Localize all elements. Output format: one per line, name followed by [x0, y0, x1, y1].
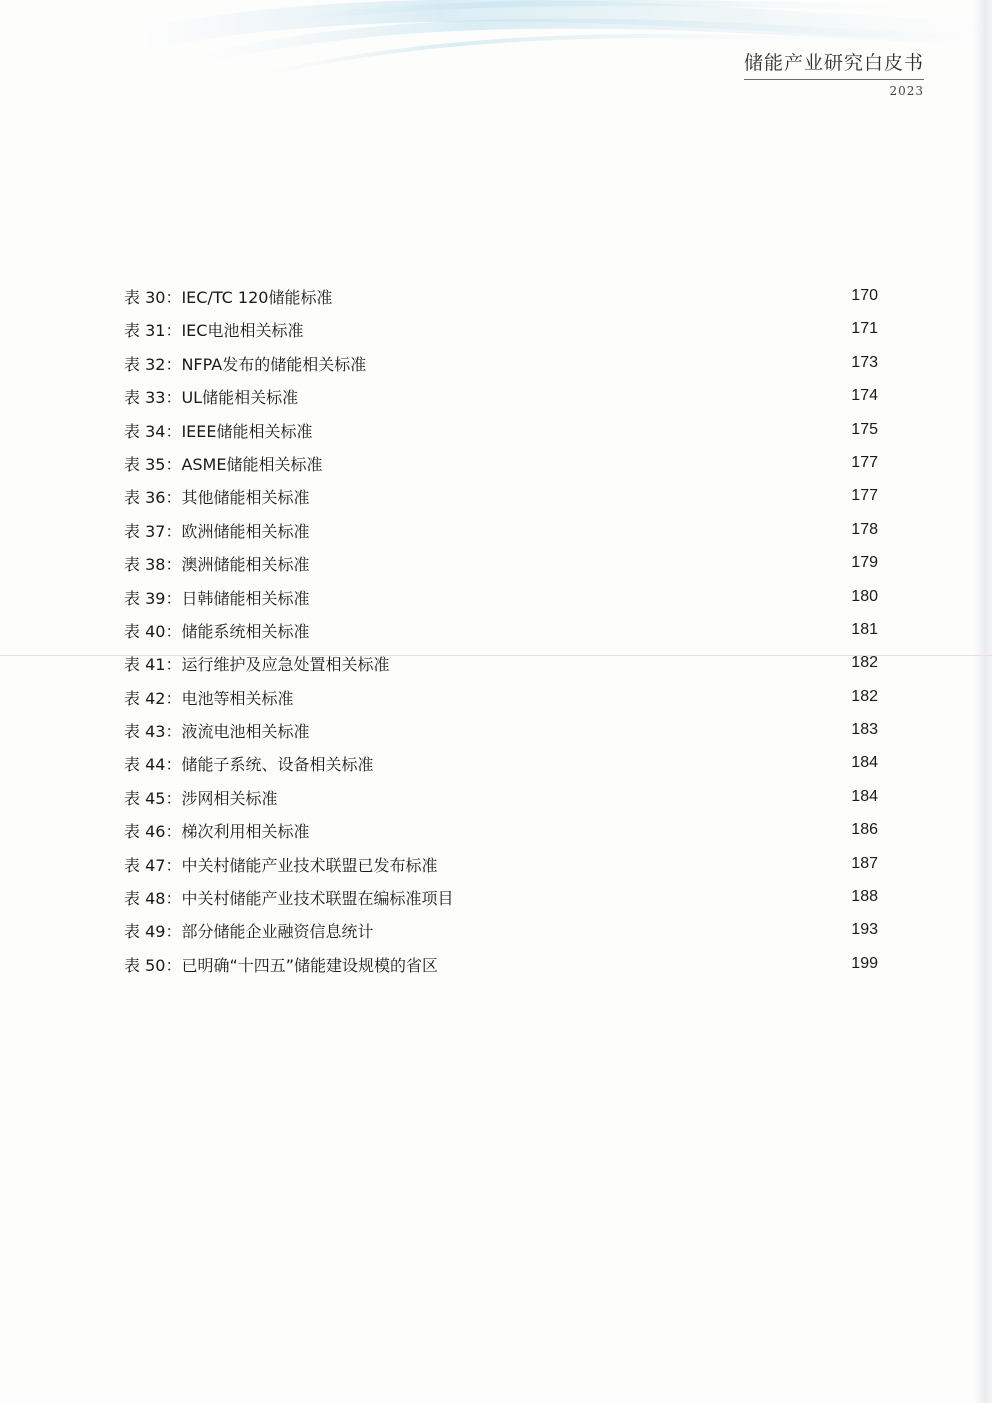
toc-entry-page-number: 177 — [851, 453, 878, 471]
toc-entry[interactable] — [124, 319, 878, 352]
header-year: 2023 — [889, 84, 924, 98]
toc-entry-page-number: 178 — [851, 520, 878, 538]
toc-entry-page-number: 173 — [851, 353, 878, 371]
toc-entry[interactable] — [124, 353, 878, 386]
toc-entry-page-number: 180 — [851, 587, 878, 605]
toc-entry-label: 表 43：液流电池相关标准 — [124, 722, 310, 742]
toc-entry-page-number: 170 — [851, 287, 878, 304]
toc-entry-label: 表 36：其他储能相关标准 — [124, 488, 310, 508]
toc-entry-label: 表 39：日韩储能相关标准 — [124, 588, 310, 608]
toc-entry[interactable] — [124, 286, 878, 319]
toc-entry[interactable] — [124, 920, 878, 953]
toc-entry[interactable] — [124, 687, 878, 720]
toc-entry[interactable] — [124, 720, 878, 753]
toc-entry-page-number: 179 — [851, 554, 878, 572]
toc-entry-page-number: 182 — [851, 687, 878, 705]
toc-entry-label: 表 37：欧洲储能相关标准 — [124, 521, 310, 541]
toc-entry-label: 表 31：IEC电池相关标准 — [124, 321, 304, 341]
toc-entry-page-number: 184 — [851, 754, 878, 772]
running-header — [744, 48, 924, 98]
toc-entry[interactable] — [124, 486, 878, 519]
toc-entry-page-number: 174 — [851, 387, 878, 405]
table-of-tables — [124, 286, 878, 987]
toc-entry[interactable] — [124, 854, 878, 887]
toc-entry[interactable] — [124, 787, 878, 820]
toc-entry[interactable] — [124, 420, 878, 453]
toc-entry-label: 表 45：涉网相关标准 — [124, 788, 278, 808]
toc-entry-page-number: 188 — [851, 888, 878, 906]
toc-entry-page-number: 193 — [851, 921, 878, 939]
toc-entry-label: 表 47：中关村储能产业技术联盟已发布标准 — [124, 855, 438, 875]
toc-entry[interactable] — [124, 620, 878, 653]
toc-entry[interactable] — [124, 887, 878, 920]
toc-entry-page-number: 183 — [851, 721, 878, 739]
toc-entry-label: 表 33：UL储能相关标准 — [124, 388, 299, 408]
toc-entry-label: 表 44：储能子系统、设备相关标准 — [124, 755, 374, 775]
toc-entry-label: 表 48：中关村储能产业技术联盟在编标准项目 — [124, 889, 454, 909]
toc-entry[interactable] — [124, 820, 878, 853]
toc-entry-label: 表 49：部分储能企业融资信息统计 — [124, 922, 374, 942]
toc-entry-label: 表 50：已明确“十四五”储能建设规模的省区 — [124, 955, 439, 975]
toc-entry-page-number: 184 — [851, 787, 878, 805]
toc-entry-label: 表 42：电池等相关标准 — [124, 688, 294, 708]
toc-entry-page-number: 175 — [851, 420, 878, 438]
toc-entry-label: 表 32：NFPA发布的储能相关标准 — [124, 354, 367, 374]
toc-entry-page-number: 182 — [851, 654, 878, 672]
toc-entry-page-number: 171 — [851, 320, 878, 338]
toc-entry[interactable] — [124, 653, 878, 686]
toc-entry-page-number: 199 — [851, 954, 878, 972]
page-edge-shadow — [974, 0, 992, 1403]
toc-entry-label: 表 40：储能系统相关标准 — [124, 621, 310, 641]
toc-entry-page-number: 177 — [851, 487, 878, 505]
toc-entry-label: 表 30：IEC/TC 120储能标准 — [124, 288, 333, 307]
toc-entry[interactable] — [124, 587, 878, 620]
toc-entry[interactable] — [124, 954, 878, 987]
toc-entry-label: 表 38：澳洲储能相关标准 — [124, 555, 310, 575]
toc-entry[interactable] — [124, 753, 878, 786]
toc-entry-page-number: 181 — [851, 620, 878, 638]
toc-entry[interactable] — [124, 453, 878, 486]
toc-entry[interactable] — [124, 553, 878, 586]
header-title: 储能产业研究白皮书 — [744, 48, 924, 80]
toc-entry-label: 表 34：IEEE储能相关标准 — [124, 421, 313, 441]
toc-entry-label: 表 46：梯次利用相关标准 — [124, 822, 310, 842]
toc-entry-page-number: 186 — [851, 821, 878, 839]
toc-entry-label: 表 41：运行维护及应急处置相关标准 — [124, 655, 390, 675]
toc-entry[interactable] — [124, 520, 878, 553]
toc-entry[interactable] — [124, 386, 878, 419]
toc-entry-page-number: 187 — [851, 854, 878, 872]
toc-entry-label: 表 35：ASME储能相关标准 — [124, 454, 323, 474]
